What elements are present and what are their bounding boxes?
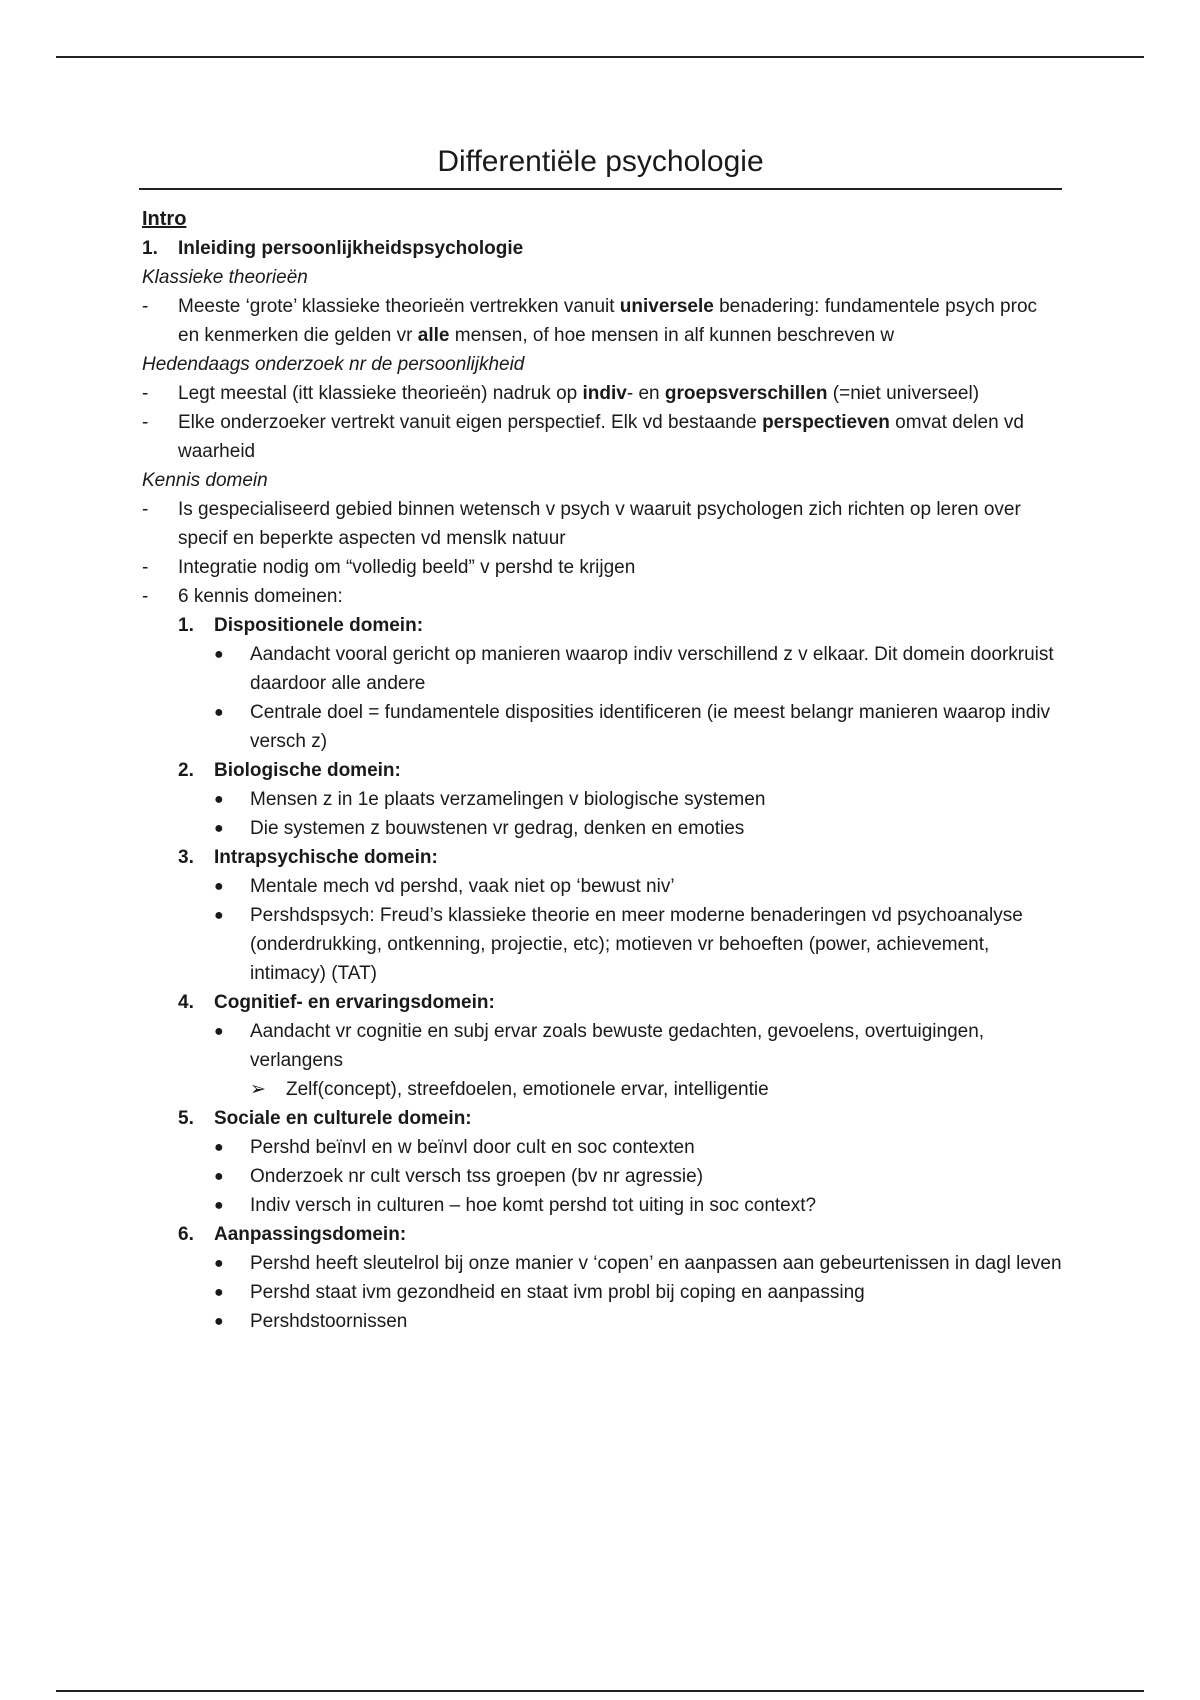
- intro-heading: Intro: [142, 208, 187, 230]
- list-item-text: Elke onderzoeker vertrekt vanuit eigen perspectief. Elk vd bestaande perspectieven omvat delen vd waarheid: [178, 412, 1024, 462]
- domain-title: Intrapsychische domein:: [214, 847, 438, 868]
- bullet-marker: ●: [214, 1313, 224, 1330]
- domain-number: 1.: [178, 615, 194, 636]
- bullet-text: Mensen z in 1e plaats verzamelingen v biologische systemen: [250, 789, 766, 810]
- arrow-icon: ➢: [250, 1079, 266, 1100]
- page-title: Differentiële psychologie: [139, 140, 1062, 190]
- bullet-marker: ●: [214, 1284, 224, 1301]
- list-item: [142, 495, 1062, 553]
- section-heading: [142, 234, 1062, 263]
- domain-title: Aanpassingsdomein:: [214, 1224, 407, 1245]
- page-footer-rule: [56, 1690, 1144, 1692]
- bullet-item: [214, 901, 1062, 988]
- domain-title: Sociale en culturele domein:: [214, 1108, 472, 1129]
- bullet-item: [214, 785, 1062, 814]
- bullet-item: [214, 1017, 1062, 1075]
- bullet-text: Pershdspsych: Freud’s klassieke theorie en meer moderne benaderingen vd psychoanalyse (onderdrukking, ontkenning, projectie, etc); motieven vr behoeften (power, achievement, intimacy) (TAT): [250, 905, 1023, 984]
- domain-heading: [178, 756, 1062, 785]
- dash-marker: -: [142, 557, 149, 578]
- bullet-marker: ●: [214, 704, 224, 721]
- list-item-text: Is gespecialiseerd gebied binnen wetensch v psych v waaruit psychologen zich richten op leren over specif en beperkte aspecten vd menslk natuur: [178, 499, 1021, 549]
- bullet-marker: ●: [214, 646, 224, 663]
- bullet-text: Pershd staat ivm gezondheid en staat ivm probl bij coping en aanpassing: [250, 1282, 865, 1303]
- bullet-text: Pershdstoornissen: [250, 1311, 408, 1332]
- dash-marker: -: [142, 412, 149, 433]
- bullet-text: Pershd beïnvl en w beïnvl door cult en soc contexten: [250, 1137, 695, 1158]
- domain-heading: [178, 1220, 1062, 1249]
- domain-number: 6.: [178, 1224, 194, 1245]
- arrow-item: [250, 1075, 1062, 1104]
- list-item: [142, 582, 1062, 611]
- domain-heading: [178, 1104, 1062, 1133]
- bullet-item: [214, 872, 1062, 901]
- bullet-item: [214, 814, 1062, 843]
- subheading-kennis: Kennis domein: [142, 470, 268, 491]
- bullet-item: [214, 640, 1062, 698]
- bullet-marker: ●: [214, 1255, 224, 1272]
- bullet-text: Pershd heeft sleutelrol bij onze manier v ‘copen’ en aanpassen aan gebeurtenissen in dagl leven: [250, 1253, 1062, 1274]
- bullet-item: [214, 1307, 1062, 1336]
- bullet-item: [214, 1191, 1062, 1220]
- domain-title: Dispositionele domein:: [214, 615, 424, 636]
- bullet-text: Aandacht vooral gericht op manieren waarop indiv verschillend z v elkaar. Dit domein doorkruist daardoor alle andere: [250, 644, 1054, 694]
- dash-marker: -: [142, 383, 149, 404]
- bullet-marker: ●: [214, 1197, 224, 1214]
- page-header-rule: [56, 56, 1144, 58]
- dash-marker: -: [142, 499, 149, 520]
- bullet-item: [214, 1162, 1062, 1191]
- list-item-text: Integratie nodig om “volledig beeld” v pershd te krijgen: [178, 557, 636, 578]
- list-item-text: Meeste ‘grote’ klassieke theorieën vertrekken vanuit universele benadering: fundamentele psych proc en kenmerken die gelden vr alle mensen, of hoe mensen in alf kunnen beschreven w: [178, 296, 1038, 346]
- bullet-item: [214, 698, 1062, 756]
- arrow-text: Zelf(concept), streefdoelen, emotionele ervar, intelligentie: [286, 1079, 769, 1100]
- domain-number: 5.: [178, 1108, 194, 1129]
- subheading-hedendaags: Hedendaags onderzoek nr de persoonlijkheid: [142, 354, 525, 375]
- bullet-text: Onderzoek nr cult versch tss groepen (bv nr agressie): [250, 1166, 704, 1187]
- list-item: [142, 553, 1062, 582]
- domain-number: 3.: [178, 847, 194, 868]
- bullet-text: Indiv versch in culturen – hoe komt pershd tot uiting in soc context?: [250, 1195, 817, 1216]
- bullet-marker: ●: [214, 820, 224, 837]
- bullet-text: Centrale doel = fundamentele disposities identificeren (ie meest belangr manieren waarop indiv versch z): [250, 702, 1051, 752]
- list-item: [142, 379, 1062, 408]
- domain-heading: [178, 843, 1062, 872]
- bullet-item: [214, 1133, 1062, 1162]
- bullet-marker: ●: [214, 1168, 224, 1185]
- bullet-marker: ●: [214, 1139, 224, 1156]
- domain-title: Cognitief- en ervaringsdomein:: [214, 992, 495, 1013]
- list-item-text: Legt meestal (itt klassieke theorieën) nadruk op indiv- en groepsverschillen (=niet universeel): [178, 383, 980, 404]
- section-title: Inleiding persoonlijkheidspsychologie: [178, 238, 524, 259]
- subheading-klassiek: Klassieke theorieën: [142, 267, 308, 288]
- domain-number: 2.: [178, 760, 194, 781]
- domain-heading: [178, 611, 1062, 640]
- bullet-marker: ●: [214, 1023, 224, 1040]
- bullet-marker: ●: [214, 907, 224, 924]
- section-number: 1.: [142, 238, 158, 259]
- document-body: [142, 140, 1062, 1336]
- dash-marker: -: [142, 586, 149, 607]
- domain-heading: [178, 988, 1062, 1017]
- bullet-text: Die systemen z bouwstenen vr gedrag, denken en emoties: [250, 818, 745, 839]
- bullet-text: Mentale mech vd pershd, vaak niet op ‘bewust niv’: [250, 876, 675, 897]
- list-item: [142, 292, 1062, 350]
- bullet-item: [214, 1249, 1062, 1278]
- list-item: [142, 408, 1062, 466]
- dash-marker: -: [142, 296, 149, 317]
- bullet-marker: ●: [214, 878, 224, 895]
- list-item-text: 6 kennis domeinen:: [178, 586, 343, 607]
- domain-title: Biologische domein:: [214, 760, 401, 781]
- bullet-marker: ●: [214, 791, 224, 808]
- bullet-item: [214, 1278, 1062, 1307]
- domain-number: 4.: [178, 992, 194, 1013]
- bullet-text: Aandacht vr cognitie en subj ervar zoals bewuste gedachten, gevoelens, overtuigingen, verlangens: [250, 1021, 985, 1071]
